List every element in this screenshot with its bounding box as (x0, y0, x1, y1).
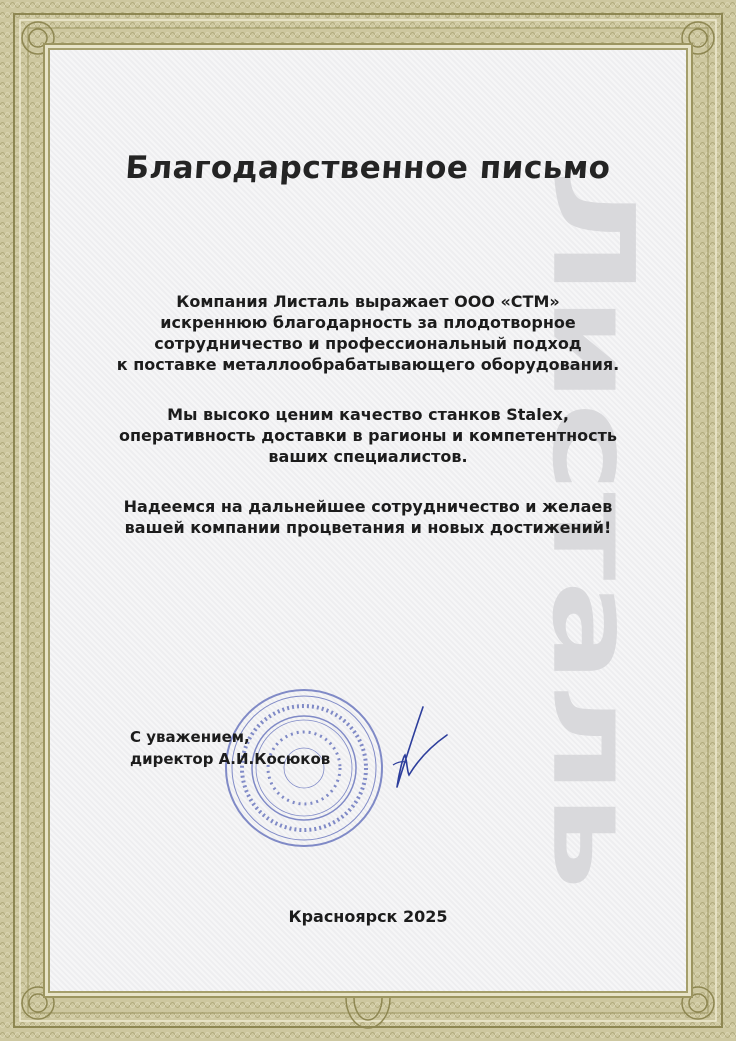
paragraph-wishes (70, 496, 666, 538)
signature-block (130, 726, 330, 770)
signatory-name: директор А.И.Косюков (130, 750, 331, 768)
closing-text: С уважением, (130, 728, 250, 746)
text-line: Мы высоко ценим качество станков Stalex, (167, 405, 569, 424)
text-line: ваших специалистов. (268, 447, 468, 466)
text-line: искреннюю благодарность за плодотворное (160, 313, 576, 332)
text-line: Компания Листаль выражает ООО «СТМ» (176, 292, 560, 311)
text-line: к поставке металлообрабатывающего оборудования. (116, 355, 620, 374)
text-line: Надеемся на дальнейшее сотрудничество и желаев (123, 497, 613, 516)
paragraph-gratitude (70, 291, 666, 375)
handwritten-signature-icon (385, 705, 455, 795)
watermark-text: Листаль (527, 170, 658, 702)
paragraph-appreciation (70, 404, 666, 467)
place-and-date: Красноярск 2025 (288, 907, 448, 926)
text-line: оперативность доставки в рагионы и компетентность (118, 426, 618, 445)
text-line: вашей компании процветания и новых достижений! (124, 518, 612, 537)
letter-title: Благодарственное письмо (124, 150, 612, 186)
text-line: сотрудничество и профессиональный подход (154, 334, 582, 353)
